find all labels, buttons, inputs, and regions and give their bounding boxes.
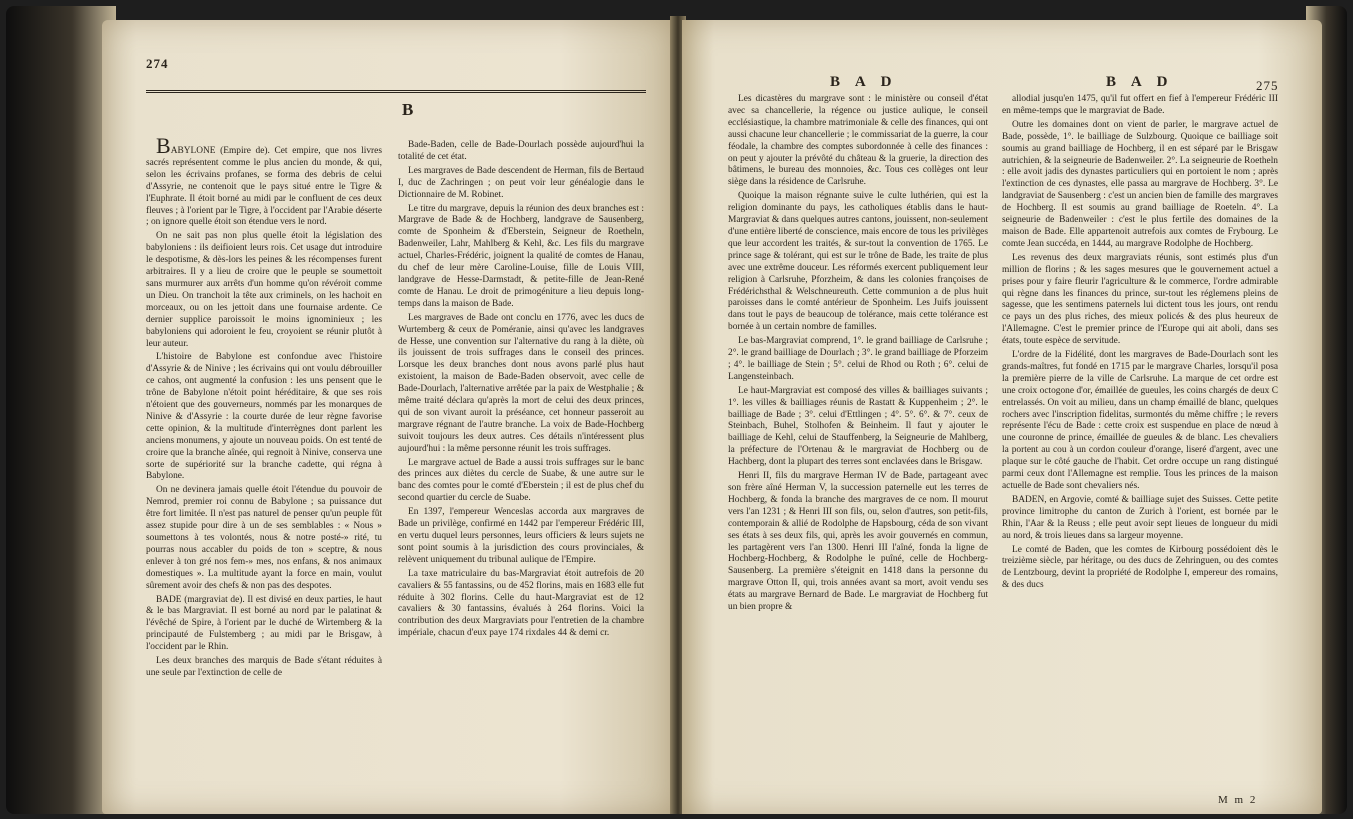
paragraph: BABYLONE (Empire de). Cet empire, que nos livres sacrés représentent comme le plus ancien du monde, & qui, selon les écrivains profanes, se forma des debris de celui d'Assyrie, ne contenoit que le pays situé entre le Tigre & l'Euphrate. Il étoit borné au midi par le confluent de ces deux fleuves ; à l'orient par le Tigre, à l'occident par l'Arabie déserte ; on ignore quelle étoit son étendue vers le nord. <box>146 133 382 228</box>
paragraph: Les dicastères du margrave sont : le ministère ou conseil d'état avec sa chancellerie, la régence ou justice aulique, le conseil ecclésiastique, la chambre matrimoniale & celle des finances, qui ont aussi chacune leur chancellerie ; le commissariat de la guerre, la cour féodale, la chambre des comptes subordonnée à celle des finances : on peut y ajouter la prévôté du château & la gruerie, la direction des bâtimens, le bureau des monnoies, &c. Tous ces collèges ont leur siège dans la résidence de Carlsruhe. <box>728 94 988 188</box>
paragraph: La taxe matriculaire du bas-Margraviat étoit autrefois de 20 cavaliers & 55 fantassins, ou de 452 florins, mais en 1683 elle fut réduite à 302 florins. Celle du haut-Margraviat est de 12 cavaliers & 30 fantassins, évalués à 264 florins. Voici la contribution des deux Margraviats pour l'entretien de la chambre impériale, chacun d'eux paye 174 rixdales 44 & demi cr. <box>398 568 644 639</box>
left-column-1 <box>146 133 382 808</box>
paragraph: Les revenus des deux margraviats réunis, sont estimés plus d'un million de florins ; & les sages mesures que le gouvernement actuel a prises pour y faire fleurir l'agriculture & le commerce, l'ordre admirable qui règne dans les finances du prince, sur-tout les réglemens pleins de sagesse, que les sentimens paternels lui dictent tous les jours, ont rendu ce pays un des plus riches, des mieux policés & des plus heureux de l'Allemagne. C'est le premier prince de l'Europe qui ait aboli, dans ses états, toute espèce de servitude. <box>1002 252 1278 347</box>
paragraph: Outre les domaines dont on vient de parler, le margrave actuel de Bade, possède, 1°. le bailliage de Sulzbourg. Quoique ce bailliage soit soumis au grand bailliage de Hochberg, il en est séparé par le Brisgaw autrichien, & la seigneurie de Badenweiler. 2°. La seigneurie de Roetheln : elle avoit jadis des dynastes particuliers qui en portoient le nom ; après l'extinction de ces dynastes, elle passa au margrave de Hochberg. 3°. Le landgraviat de Sausenberg : c'est un ancien bien de famille des margraves de Hochberg. Il est soumis au grand bailliage de Roeteln. 4°. La seigneurie de Badenweiler : c'est le plus fertile des domaines de la maison de Bade. Elle appartenoit autrefois aux comtes de Frybourg. Le comte Jean succéda, en 1444, au margrave Rodolphe de Hochberg. <box>1002 119 1278 249</box>
left-column-2 <box>398 140 644 808</box>
paragraph: Le haut-Margraviat est composé des villes & bailliages suivants ; 1°. les villes & bailliages réunis de Rastatt & Kuppenheim ; 2°. le bailliage de Bade ; 3°. celui d'Ettlingen ; 4°. 5°. 6°. & 7°. ceux de Steinbach, Buhel, Stolhofen & Beinheim. Il faut y ajouter le bailliage de Kehl, celui de Stauffenberg, la Seigneurie de Mahlberg, la préfecture de l'Ortenau & le margraviat de Hochberg ou de Hachberg, dont la plupart des terres sont enclavées dans le Brisgaw. <box>728 385 988 468</box>
book-edge-left <box>6 6 116 814</box>
header-rule <box>146 90 646 93</box>
right-page-number: 275 <box>1256 78 1279 93</box>
signature-mark: M m 2 <box>1218 794 1258 806</box>
right-column-2 <box>1002 94 1278 784</box>
paragraph: Les margraves de Bade descendent de Herman, fils de Bertaud I, duc de Zachringen ; on peut voir leur généalogie dans le Dictionnaire de M. Robinet. <box>398 165 644 200</box>
paragraph: L'ordre de la Fidélité, dont les margraves de Bade-Dourlach sont les grands-maîtres, fut fondé en 1715 par le margrave Charles, lorsqu'il posa la première pierre de la ville de Carlsruhe. La marque de cet ordre est une croix octogone d'or, émaillée de gueules, les coins chargés de deux C entrelassés. On voit au milieu, dans un champ émaillé de blanc, quelques rochers avec l'inscription fidelitas, surmontés du même chiffre ; le revers représente l'écu de Bade : cette croix est suspendue en place de nœud à une couronne de prince, émaillée de gueules & de blanc. Les chevaliers la portent au cou à un cordon couleur d'orange, liseré d'argent, avec une plaque sur le côté gauche de l'habit. Cet ordre occupe un rang distingué parmi ceux dont l'Allemagne est remplie. Tous les princes de la maison actuelle de Bade sont chevaliers nés. <box>1002 350 1278 491</box>
paragraph: Le titre du margrave, depuis la réunion des deux branches est : Margrave de Bade & de Hochberg, landgrave de Sausenberg, comte de Sponheim & d'Eberstein, Seigneur de Roetheln, Badenweiler, Lahr, Mahlberg & Kehl, &c. Les fils du margrave actuel, Charles-Frédéric, joignent la qualité de comtes de Hanau, du chef de leur mère Caroline-Louise, fille de Louis VIII, landgrave de Hesse-Darmstadt, & petite-fille de Jean-René comte de Hanau. Le droit de primogéniture a lieu depuis long-temps dans la maison de Bade. <box>398 203 644 309</box>
running-head-left: B A D <box>830 74 898 90</box>
right-column-1 <box>728 94 988 794</box>
paragraph: On ne devinera jamais quelle étoit l'étendue du pouvoir de Nemrod, premier roi connu de Babylone ; sa puissance dut être fort limitée. Il n'est pas naturel de penser qu'un peuple fût assez stupide pour dire à un de ses semblables : « Nous » soumettons à tes volontés, nous & notre posté-» rité, tu pourras nous accabler du poids de ton » sceptre, & nous enlever à ton gré nos fem-» mes, nos enfans, & nos animaux domestiques ». La multitude ayant la force en main, voulut sûrement avoir des chefs & non pas des despotes. <box>146 485 382 591</box>
paragraph: L'histoire de Babylone est confondue avec l'histoire d'Assyrie & de Ninive ; les écrivains qui ont voulu débrouiller ce cahos, ont augmenté la confusion : les uns pensent que le trône de Babylone n'étoit point héréditaire, & que ses rois n'étoient que des gouverneurs, nommés par les monarques de Ninive & d'Assyrie : la courte durée de leur règne favorise cette opinion, & la multitude d'interrègnes dont parlent les anciens monumens, y ajoute un nouveau poids. On est tenté de croire que la branche aînée, qui regnoit à Ninive, conserva une sorte de supériorité sur la branche cadette, qui régna à Babylone. <box>146 352 382 482</box>
paragraph: Bade-Baden, celle de Bade-Dourlach possède aujourd'hui la totalité de cet état. <box>398 140 644 162</box>
paragraph: Le bas-Margraviat comprend, 1°. le grand bailliage de Carlsruhe ; 2°. le grand bailliage de Dourlach ; 3°. le grand bailliage de Pforzeim ; 4°. le bailliage de Stein ; 5°. celui de Rhod ou Roth ; 6°. celui de Langensteinbach. <box>728 336 989 382</box>
paragraph: On ne sait pas non plus quelle étoit la législation des babyloniens : ils deifioient leurs rois. Cet usage dut introduire le despotisme, & dès-lors les peines & les récompenses furent arbitraires. Il y a lieu de croire que le peuple se soumettoit sans murmurer aux arrêts d'un homme qu'on révéroit comme un Dieu. On tranchoit la tête aux criminels, on les hachoit en morceaux, ou on les jettoit dans une fournaise ardente. Ce dernier supplice paroissoit le moins ignominieux ; les babyloniens qui adoroient le feu, croyoient se réunir plutôt à leur auteur. <box>146 231 382 349</box>
paragraph: Le comté de Baden, que les comtes de Kirbourg possédoient dès le treizième siècle, par héritage, ou des ducs de Zehringuen, ou des comtes de Lentzbourg, devint la propriété de Rodolphe I, empereur des romains, & des ducs <box>1002 544 1278 591</box>
paragraph: Le margrave actuel de Bade a aussi trois suffrages sur le banc des princes aux diètes du cercle de Suabe, & une autre sur le banc des comtes pour le comté d'Eberstein ; il est de plus chef du second quartier du cercle de Suabe. <box>398 457 644 504</box>
paragraph: Les margraves de Bade ont conclu en 1776, avec les ducs de Wurtemberg & ceux de Poméranie, ainsi qu'avec les landgraves de Hesse, une convention sur l'alternative du rang à la diète, où ils jouissent de trois suffrages dans le conseil des princes. Lorsque les deux branches dont nous avons parlé plus haut existoient, la maison de Bade-Baden observoit, avec celle de Bade-Dourlach, l'alternative arrêtée par la paix de Westphalie ; & même traité déclara qu'après la mort de celui des deux princes, qui de son vivant auroit la préséance, cet honneur passeroit au margrave régnant de l'autre branche. La voix de Bade-Hochberg suivoit toujours les deux autres. Ces détails n'intéressent plus aujourd'hui : la même personne réunit les trois suffrages. <box>398 312 644 454</box>
paragraph: allodial jusqu'en 1475, qu'il fut offert en fief à l'empereur Frédéric III en même-temps que le margraviat de Bade. <box>1002 94 1278 116</box>
paragraph: Henri II, fils du margrave Herman IV de Bade, partageant avec son frère aîné Herman V, la succession paternelle eut les terres de Hochberg, & fonda la branche des margraves de ce nom. Il mourut vers l'an 1231 ; & Henri III son fils, ou, selon d'autres, son petit-fils, contemporain & allié de Rodolphe de Hapsbourg, céda de son vivant ses états à ses deux fils, qui, après les avoir gouvernés en commun, les partagèrent vers l'an 1300. Henri III l'aîné, fonda la ligne de Hochberg-Hochberg, & Rodolphe le puîné, celle de Hochberg-Sausenberg. La première s'éteignit en 1418 dans la personne du margrave Otton II, qui, trois années avant sa mort, avoit vendu ses états au margrave Bernard de Bade. Le margraviat de Hochberg fut un bien propre & <box>728 471 988 613</box>
book-spread <box>6 6 1347 814</box>
paragraph: En 1397, l'empereur Wenceslas accorda aux margraves de Bade un privilège, confirmé en 1442 par l'empereur Frédéric III, en vertu duquel leurs personnes, leurs officiers & leurs sujets ne sont point soumis à la jurisdiction des cours provinciales, & relèvent uniquement du tribunal aulique de l'Empire. <box>398 507 644 565</box>
paragraph: BADEN, en Argovie, comté & bailliage sujet des Suisses. Cette petite province limitrophe du canton de Zurich à l'orient, est bornée par le Rhin, l'Aar & la Reuss ; elle peut avoir sept lieues de longueur du midi au nord, & trois lieues dans sa largeur moyenne. <box>1002 494 1278 541</box>
paragraph: Quoique la maison régnante suive le culte luthérien, qui est la religion dominante du pays, les catholiques établis dans le haut-Margraviat & dans quelques autres cantons, jouissent, non-seulement d'une entière liberté de conscience, mais encore de tous les privilèges que leur accordent les traités, & sur-tout la convention de 1765. Le prince sage & tolérant, qui est sur le trône de Bade, les traite de plus avec une extrême douceur. Les réformés exercent publiquement leur religion à Carlsruhe, Pforzheim, & dans les colonies françoises de Frédérichsthal & Welschneureuth. Cette communion a de plus huit paroisses dans le comté antérieur de Sponheim. Les Juifs jouissent dans tout le pays de beaucoup de tolérance, mais cette tolérance est bornée à un certain nombre de familles. <box>728 191 988 333</box>
left-page <box>102 20 674 814</box>
paragraph: BADE (margraviat de). Il est divisé en deux parties, le haut & le bas Margraviat. Il est borné au nord par le palatinat & l'évêché de Spire, à l'orient par le duché de Wirtemberg & la principauté de Fulstemberg ; au midi par le Brisgaw, à l'occident par le Rhin. <box>146 594 382 653</box>
right-page <box>682 20 1322 814</box>
section-letter: B <box>402 100 420 119</box>
left-page-number: 274 <box>146 56 169 71</box>
running-head-right: B A D <box>1106 74 1174 90</box>
paragraph: Les deux branches des marquis de Bade s'étant réduites à une seule par l'extinction de celle de <box>146 656 382 678</box>
